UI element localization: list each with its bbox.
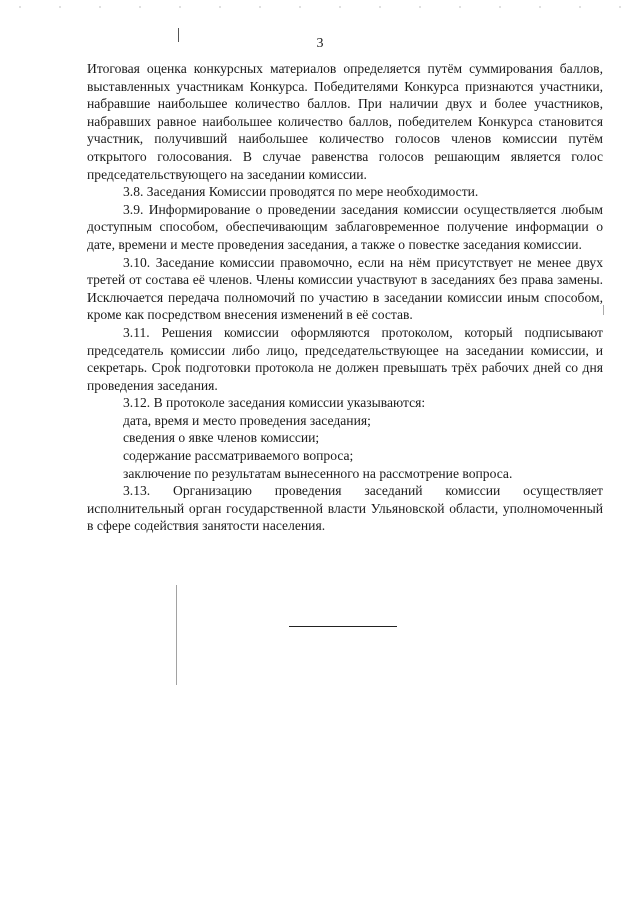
paragraph-3-9: 3.9. Информирование о проведении заседания комиссии осуществляется любым доступным способом, обеспечивающим заблаговременное получение информации о дате, времени и месте проведения заседания, а также о повестке заседания комиссии. <box>87 201 603 252</box>
paragraph-3-11: 3.11. Решения комиссии оформляются протоколом, который подписывают председатель комиссии либо лицо, председательствующее на заседании комиссии, и секретарь. Срок подготовки протокола не должен превышать трёх рабочих дней со дня проведения заседания. <box>87 324 603 393</box>
scan-artifact <box>603 305 604 315</box>
paragraph-3-8: 3.8. Заседания Комиссии проводятся по мере необходимости. <box>123 184 479 200</box>
paragraph-3-13: 3.13. Организацию проведения заседаний комиссии осуществляет исполнительный орган государственной власти Ульяновской области, уполномоченный в сфере содействия занятости населения. <box>87 483 603 534</box>
scan-artifact <box>176 585 177 685</box>
list-item: содержание рассматриваемого вопроса; <box>123 448 354 464</box>
list-item: заключение по результатам вынесенного на рассмотрение вопроса. <box>123 465 513 481</box>
scan-noise <box>0 6 640 8</box>
paragraph-3-12: 3.12. В протоколе заседания комиссии указываются: <box>123 395 426 411</box>
document-body <box>87 60 603 535</box>
page-number: 3 <box>316 36 324 51</box>
paragraph-final-score: Итоговая оценка конкурсных материалов определяется путём суммирования баллов, выставленных участникам Конкурса. Победителями Конкурса признаются участники, набравшие наибольшее количество баллов. При наличии двух и более участников, набравших равное наибольшее количество баллов, победителем Конкурса становится участник, получивший наибольшее количество голосов членов комиссии путём открытого голосования. В случае равенства голосов решающим является голос председательствующего на заседании комиссии. <box>87 61 603 182</box>
paragraph-3-10: 3.10. Заседание комиссии правомочно, если на нём присутствует не менее двух третей от состава её членов. Члены комиссии участвуют в заседаниях без права замены. Исключается передача полномочий по участию в заседании комиссии иным способом, кроме как посредством внесения изменений в её состав. <box>87 254 603 323</box>
list-item: сведения о явке членов комиссии; <box>123 430 320 446</box>
end-of-document-rule <box>289 626 397 627</box>
list-item: дата, время и место проведения заседания; <box>123 412 371 428</box>
